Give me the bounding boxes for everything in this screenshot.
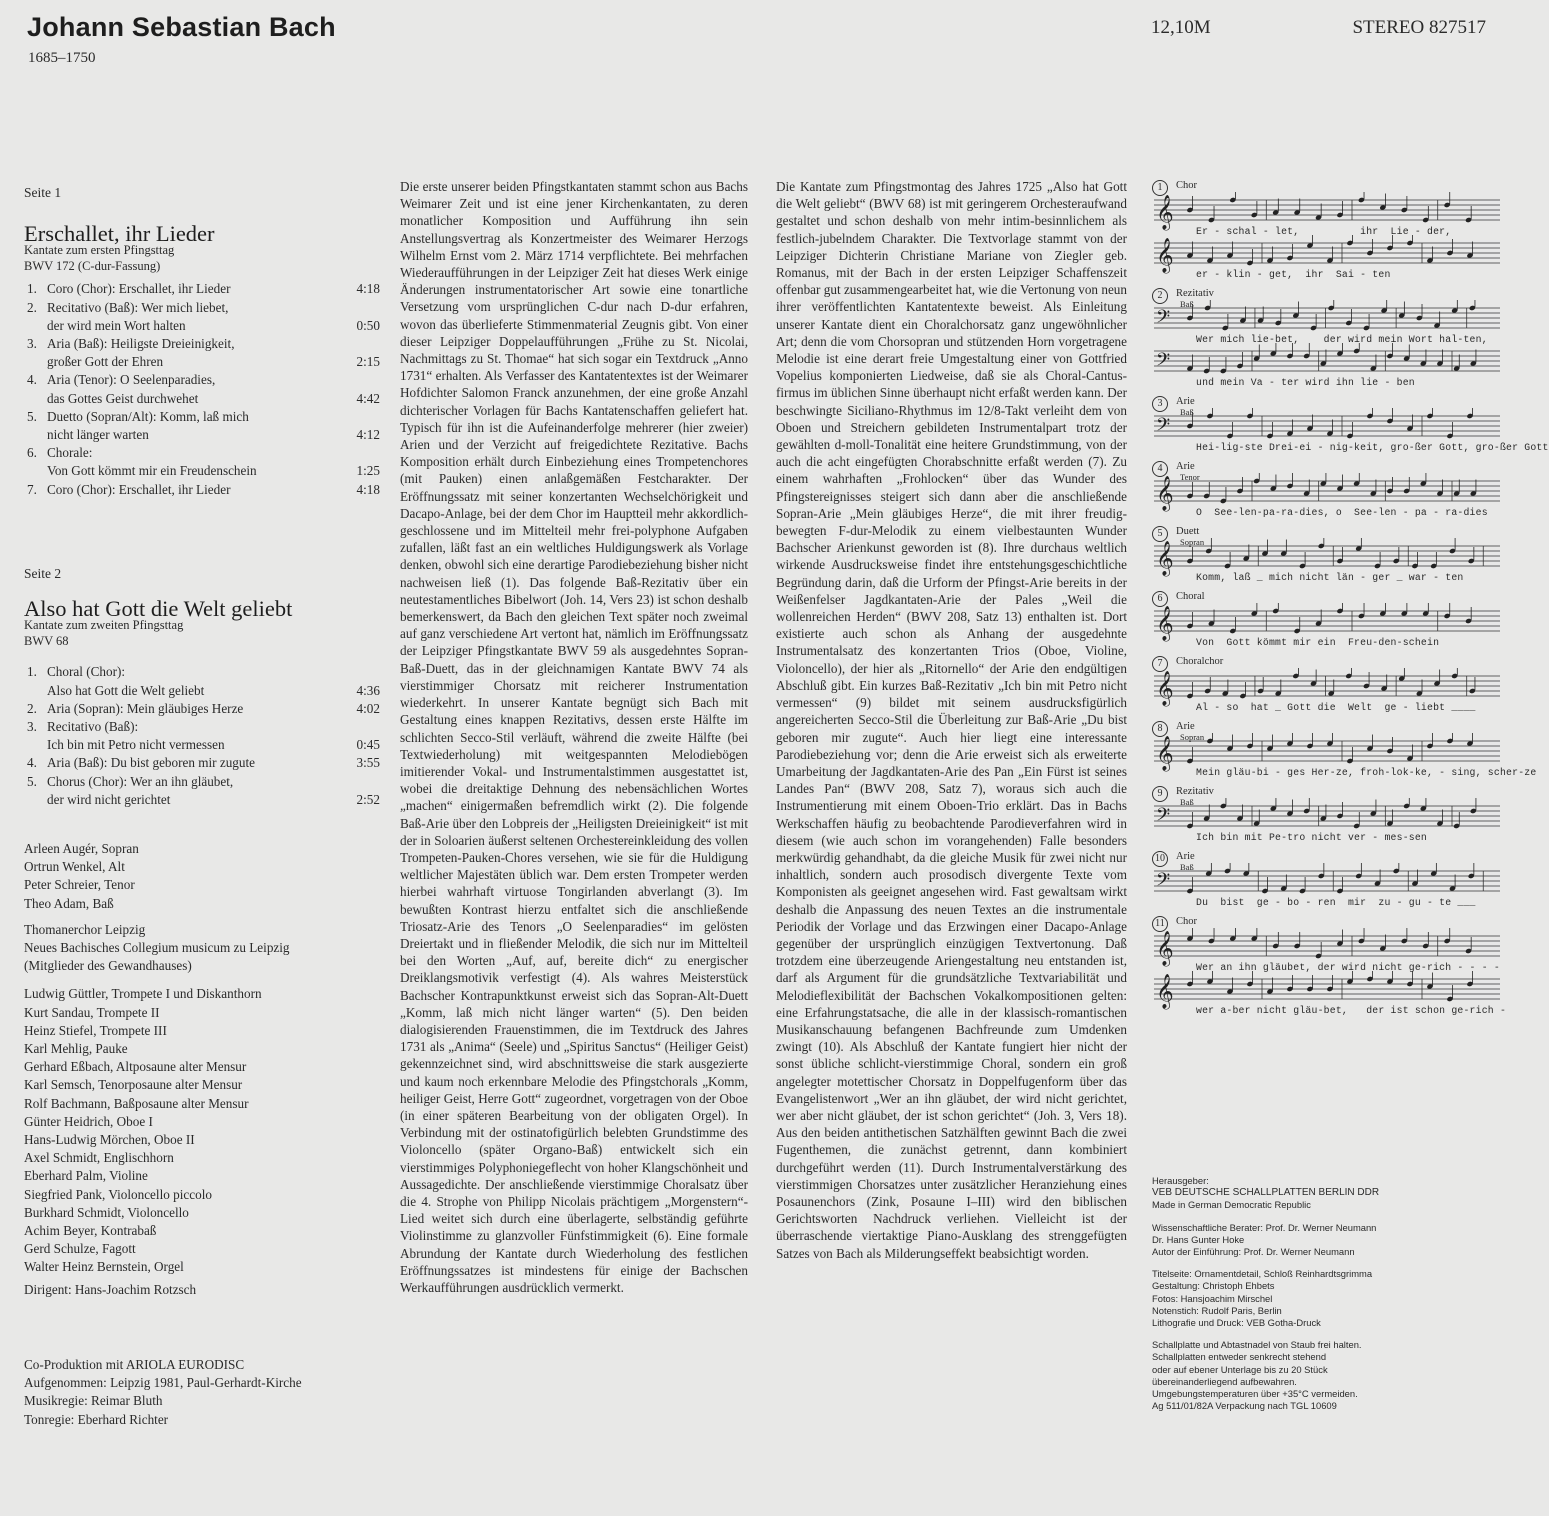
track-duration: 4:18 bbox=[356, 481, 380, 497]
track-title bbox=[47, 773, 334, 809]
track-title-line: Recitativo (Baß): bbox=[47, 719, 139, 735]
example-lyrics: und mein Va - ter wird ihn lie - ben bbox=[1196, 377, 1415, 388]
treble-clef-icon: 𝄞 bbox=[1156, 541, 1174, 576]
music-example-header bbox=[1150, 656, 1504, 670]
music-example-header bbox=[1150, 396, 1504, 417]
track-duration: 0:50 bbox=[356, 317, 380, 333]
composer-name: Johann Sebastian Bach bbox=[27, 12, 336, 42]
example-label: Chor bbox=[1176, 180, 1197, 191]
example-lyrics: Al - so hat _ Gott die Welt ge - liebt ____ bbox=[1196, 702, 1476, 713]
example-number: 8 bbox=[1152, 721, 1168, 737]
treble-clef-icon: 𝄞 bbox=[1156, 476, 1174, 511]
production-credit-line: Fotos: Hansjoachim Mirschel bbox=[1152, 1292, 1273, 1304]
bass-clef-icon: 𝄢 bbox=[1156, 307, 1171, 332]
music-example bbox=[1150, 180, 1504, 280]
catalog-number: STEREO 827517 bbox=[1352, 17, 1486, 38]
example-lyrics: Du bist ge - bo - ren mir zu - gu - te ___ bbox=[1196, 897, 1476, 908]
example-label: Arie bbox=[1176, 461, 1195, 472]
track-item bbox=[24, 444, 380, 480]
track-title-line: Coro (Chor): Erschallet, ihr Lieder bbox=[47, 281, 231, 297]
production-section bbox=[24, 1356, 380, 1429]
ensemble: Neues Bachisches Collegium musicum zu Leipzig bbox=[24, 940, 290, 956]
side2-title: Also hat Gott die Welt geliebt bbox=[24, 596, 293, 622]
example-lyrics: Komm, laß _ mich nicht län - ger _ war - ten bbox=[1196, 572, 1464, 583]
adviser-line: Wissenschaftliche Berater: Prof. Dr. Werner Neumann bbox=[1152, 1221, 1377, 1233]
track-title-line: der wird mein Wort halten bbox=[47, 317, 186, 333]
track-title-line: Chorus (Chor): Wer an ihn gläubet, bbox=[47, 773, 234, 789]
soloist: Peter Schreier, Tenor bbox=[24, 877, 135, 893]
instrumentalist: Kurt Sandau, Trompete II bbox=[24, 1004, 160, 1020]
example-label: Rezitativ bbox=[1176, 786, 1214, 797]
track-duration: 2:15 bbox=[356, 354, 380, 370]
example-voice: Baß bbox=[1180, 797, 1194, 807]
track-title-line: Choral (Chor): bbox=[47, 664, 126, 680]
track-item bbox=[24, 773, 380, 809]
origin: Made in German Democratic Republic bbox=[1152, 1199, 1311, 1211]
side1-label: Seite 1 bbox=[24, 185, 62, 200]
music-example-header bbox=[1150, 591, 1504, 605]
music-examples bbox=[1150, 180, 1549, 1024]
bass-clef-icon: 𝄢 bbox=[1156, 350, 1171, 375]
treble-clef-icon: 𝄞 bbox=[1156, 931, 1174, 966]
track-item bbox=[24, 280, 380, 298]
essay-column-1: Die erste unserer beiden Pfingstkantaten stammt schon aus Bachs Weimarer Zeit und ist eine jener Kirchenkantaten, zu deren monatlicher Komposition und Aufführung ihn sein Anstellungsvertrag als Konzertmeister des Weimarer Herzogs Wilhelm Ernst vom 2. März 1714 verpflichtete. Bei mehrfachen Wiederaufführungen in der Leipziger Zeit hat dieses Werk einige Änderungen instrumentatorischer Art sowie eine tonartliche Versetzung vom ursprünglichen C-dur nach D-dur erfahren, wovon das überlieferte Stimmenmaterial Zeugnis gibt. Von einer dieser Leipziger Doppelaufführungen „Frühe zu St. Nicolai, Nachmittags zu St. Thomae“ hat sich sogar ein Textdruck „Anno 1731“ erhalten. Als Verfasser des Kantatentextes ist der Weimarer Hofdichter Salomon Franck anzunehmen, der eine große Anzahl dichterischer Vorlagen für Bachs Kantatenschaffen geliefert hat. Typisch für ihn ist die Aufeinanderfolge mehrerer (hier zweier) Arien und der Verzicht auf freigedichtete Rezitative. Bachs Komposition erhält durch Einbeziehung eines Trompetenchores (mit Pauken) einen anlaßgemäßen Festcharakter. Der Eröffnungssatz mit seiner konzertanten Wechselchörigkeit und Dacapo-Anlage, bei der dem Chor im Hauptteil mehr akkordlich-geschlossene und im Mittelteil mehr frei-polyphone Aufgaben zufallen, läßt fast an ein weltliches Huldigungswerk als Vorlage denken, obwohl sich eine derartige Parodiebeziehung bisher nicht nachweisen ließ (1). Das folgende Baß-Rezitativ über ein neutestamentliches Bibelwort (Joh. 14, Vers 23) ist schon deshalb bemerkenswert, da Bach den gleichen Text später noch zweimal auf ganz verschiedene Art vertont hat, nämlich im Eröffnungssatz der Leipziger Pfingstkantate BWV 59 als ausgedehntes Sopran-Baß-Duett, das in der gleichnamigen Kantate BWV 74 als vierstimmiger Chorsatz mit reicherer Instrumentation wiederkehrt. In unserer Kantate begnügt sich Bach mit Gestaltung eines knappen Rezitativs, dessen erste Hälfte im schlichten Secco-Stil verläuft, während die zweite Hälfte (bei Textwiederholung) mit weitgespannten Melodiebögen imitierender Vokal- und Instrumentalstimmen ausgestattet ist, wobei die dreitaktige Dehnung des nebensächlichen Wortes „machen“ einigermaßen befremdlich wirkt (2). Die folgende Baß-Arie über den Lobpreis der „Heiligsten Dreieinigkeit“ ist mit der in Soloarien äußerst seltenen Orchestereinkleidung des vollen Trompeten-Pauken-Chores versehen, wie sie für die Huldigung weltlicher Majestäten üblich war. Dem ersten Trompeter werden hierbei wahrhaft virtuose Tongirlanden abverlangt (3). Im bewußten Kontrast hierzu entfaltet sich die anschließende Triosatz-Arie des Tenors „O Seelenparadies“ im gelösten Dreiertakt und in fließender Melodik, die sich nur im Mittelteil bei den Worten „Auf, auf, bereite dich“ zu energischer Dreiklangsmotivik verfestigt (4). Als wahres Meisterstück Bachscher Kontrapunktkunst erweist sich das Sopran-Alt-Duett „Komm, laß mich nicht länger warten“ (5). Den beiden dialogisierenden Frauenstimmen, die im Textdruck des Jahres 1731 als „Anima“ (Seele) und „Spiritus Sanctus“ (Heiliger Geist) gekennzeichnet sind, wird abschnittsweise die stark ausgezierte und kaum noch erkennbare Melodie des Pfingstchorals „Komm, heiliger Geist, Herre Gott“ zugeordnet, vorgetragen von der Oboe (in einer späteren Bearbeitung von der obligaten Orgel). In Verbindung mit der ostinatofigürlich belebten Grundstimme des Violoncello (später Organo-Baß) entwickelt sich ein vierstimmiges Polyphoniegeflecht von hoher Klangschönheit und Aussagedichte. Der anschließende vierstimmige Choralsatz über die 4. Strophe von Philipp Nicolais prächtigem „Morgenstern“-Lied weitet sich durch eine überlagerte, selbständig geführte Violinstimme zu glanzvoller Fünfstimmigkeit (6). Eine formale Abrundung der Kantate durch Wiederholung des festlichen Eröffnungssatzes ist mindestens für einige der Bachschen Werkaufführungen ausdrücklich vermerkt. bbox=[400, 179, 748, 1295]
music-example-header bbox=[1150, 288, 1504, 309]
example-lyrics: Wer mich lie-bet, der wird mein Wort hal-ten, bbox=[1196, 334, 1488, 345]
example-lyrics: O See-len-pa-ra-dies, o See-len - pa - ra-dies bbox=[1196, 507, 1488, 518]
example-number: 11 bbox=[1152, 916, 1168, 932]
instrumentalists-list bbox=[24, 985, 380, 1276]
example-number: 7 bbox=[1152, 656, 1168, 672]
track-title-line: großer Gott der Ehren bbox=[47, 354, 164, 370]
music-example bbox=[1150, 916, 1507, 1016]
track-duration: 2:52 bbox=[356, 791, 380, 807]
instrumentalist: Gerhard Eßbach, Altposaune alter Mensur bbox=[24, 1059, 247, 1075]
track-number: 2. bbox=[27, 299, 37, 315]
track-number: 4. bbox=[27, 755, 37, 771]
example-number: 2 bbox=[1152, 288, 1168, 304]
example-lyrics: Wer an ihn gläubet, der wird nicht ge-rich - - - - bbox=[1196, 962, 1500, 973]
music-staff bbox=[1150, 973, 1502, 1007]
production-line: Aufgenommen: Leipzig 1981, Paul-Gerhardt-Kirche bbox=[24, 1375, 302, 1391]
care-note-line: übereinanderliegend aufbewahren. bbox=[1152, 1375, 1297, 1387]
music-example-header bbox=[1150, 786, 1504, 807]
adviser-line: Dr. Hans Gunter Hoke bbox=[1152, 1233, 1245, 1245]
track-title-line: Von Gott kömmt mir ein Freudenschein bbox=[47, 463, 257, 479]
music-staff bbox=[1150, 345, 1502, 379]
instrumentalist: Gerd Schulze, Fagott bbox=[24, 1241, 136, 1257]
track-title-line: Coro (Chor): Erschallet, ihr Lieder bbox=[47, 481, 231, 497]
performers-section bbox=[24, 840, 380, 1299]
music-example bbox=[1150, 526, 1504, 583]
track-item bbox=[24, 663, 380, 699]
example-voice: Baß bbox=[1180, 407, 1194, 417]
publisher-label: Herausgeber: bbox=[1152, 1175, 1209, 1186]
track-title-line: Recitativo (Baß): Wer mich liebet, bbox=[47, 299, 229, 315]
track-title-line: Duetto (Sopran/Alt): Komm, laß mich bbox=[47, 408, 249, 424]
example-number: 1 bbox=[1152, 180, 1168, 196]
music-example-header bbox=[1150, 526, 1504, 547]
example-number: 4 bbox=[1152, 461, 1168, 477]
instrumentalist: Günter Heidrich, Oboe I bbox=[24, 1113, 153, 1129]
track-number: 1. bbox=[27, 664, 37, 680]
track-number: 6. bbox=[27, 445, 37, 461]
instrumentalist: Siegfried Pank, Violoncello piccolo bbox=[24, 1186, 212, 1202]
music-staff bbox=[1150, 670, 1502, 704]
music-staff bbox=[1150, 302, 1502, 336]
side2-tracklist bbox=[24, 663, 380, 809]
track-title bbox=[47, 700, 334, 718]
side2-subtitle: Kantate zum zweiten Pfingsttag bbox=[24, 618, 184, 633]
track-duration: 4:36 bbox=[356, 682, 380, 698]
track-duration: 3:55 bbox=[356, 755, 380, 771]
instrumentalist: Rolf Bachmann, Baßposaune alter Mensur bbox=[24, 1095, 249, 1111]
music-example bbox=[1150, 656, 1504, 713]
ensembles-list bbox=[24, 921, 380, 976]
publisher: VEB DEUTSCHE SCHALLPLATTEN BERLIN DDR bbox=[1152, 1187, 1380, 1199]
track-title bbox=[47, 408, 334, 444]
track-title-line: nicht länger warten bbox=[47, 427, 149, 443]
side2-label: Seite 2 bbox=[24, 566, 62, 581]
example-label: Chor bbox=[1176, 916, 1197, 927]
instrumentalist: Hans-Ludwig Mörchen, Oboe II bbox=[24, 1132, 195, 1148]
track-number: 5. bbox=[27, 408, 37, 424]
instrumentalist: Eberhard Palm, Violine bbox=[24, 1168, 148, 1184]
instrumentalist: Achim Beyer, Kontrabaß bbox=[24, 1223, 157, 1239]
example-lyrics: Mein gläu-bi - ges Her-ze, froh-lok-ke, - sing, scher-ze bbox=[1196, 767, 1537, 778]
track-item bbox=[24, 718, 380, 754]
instrumentalist: Karl Semsch, Tenorposaune alter Mensur bbox=[24, 1077, 243, 1093]
example-lyrics: Hei-lig-ste Drei-ei - nig-keit, gro-ßer Gott, gro-ßer Gott bbox=[1196, 442, 1549, 453]
track-duration: 0:45 bbox=[356, 737, 380, 753]
treble-clef-icon: 𝄞 bbox=[1156, 671, 1174, 706]
treble-clef-icon: 𝄞 bbox=[1156, 736, 1174, 771]
music-example bbox=[1150, 851, 1504, 908]
side1-title: Erschallet, ihr Lieder bbox=[24, 221, 215, 247]
music-example-header bbox=[1150, 851, 1504, 872]
track-title bbox=[47, 754, 334, 772]
music-example bbox=[1150, 721, 1537, 778]
example-number: 5 bbox=[1152, 526, 1168, 542]
music-example-header bbox=[1150, 916, 1504, 930]
track-title bbox=[47, 663, 334, 699]
track-title bbox=[47, 718, 334, 754]
side1-section bbox=[24, 184, 380, 499]
bass-clef-icon: 𝄢 bbox=[1156, 415, 1171, 440]
example-lyrics: wer a-ber nicht gläu-bet, der ist schon ge-rich - bbox=[1196, 1005, 1507, 1016]
example-number: 3 bbox=[1152, 396, 1168, 412]
track-title-line: Aria (Baß): Heiligste Dreieinigkeit, bbox=[47, 336, 235, 352]
example-voice: Sopran bbox=[1180, 537, 1205, 547]
track-duration: 4:18 bbox=[356, 281, 380, 297]
essay-column-2: Die Kantate zum Pfingstmontag des Jahres 1725 „Also hat Gott die Welt geliebt“ (BWV 68) ist mit geringerem Orchesteraufwand gestaltet und schon deshalb von mehr intim-besinnlichem als festlich-jubelndem Charakter. Die Textvorlage stammt von der Leipziger Dichterin Christiane Mariane von Ziegler geb. Romanus, mit der Bach in der ersten Leipziger Schaffenszeit offenbar gut zusammengearbeitet hat, wie die Vertonung von neun ihrer veröffentlichten Kantatentexte beweist. Als Einleitung unserer Kantate dient ein Choralchorsatz ganz ungewöhnlicher Art; denn die vom Chorsopran und stützenden Horn vorgetragene Melodie ist eine derart freie Umgestaltung einer von Gottfried Vopelius komponierten Liedweise, daß sie als Choral-Cantus-firmus im üblichen Sinne überhaupt nicht erfaßt werden kann. Der beschwingte Siciliano-Rhythmus im 12/8-Takt verleiht dem von Oboen und Streichern gebildeten Instrumentalpart trotz der gewählten d-moll-Tonalität eine heitere Grundstimmung, von der auch die acht eingefügten Chorabschnitte erfaßt werden (7). Zu einem wahrhaften „Frohlocken“ über das Wunder des Pfingstereignisses steigert sich dann aber die anschließende Sopran-Arie „Mein gläubiges Herze“, die mit ihrer freudig-bewegten F-dur-Melodik zu einem vielbestaunten Wunder Bachscher Arienkunst geworden ist (8). Ihre durchaus weltlich wirkende Ausdrucksweise findet ihre entstehungsgeschichtliche Begründung darin, daß die Urform der Pfingst-Arie bereits in der Weißenfelser Jagdkantaten-Arie der Pales „Weil die wollenreichen Herden“ (BWV 208, Satz 13) enthalten ist. Dort existierte auch schon als Anhang der ausgedehnte Instrumentalsatz des konzertanten Trios (Oboe, Violine, Violoncello), der hier als „Ritornello“ der Arie den endgültigen Abschluß gibt. Ein kurzes Baß-Rezitativ „Ich bin mit Petro nicht vermessen“ (9) bildet mit seinem ausdrucksfigürlich angereicherten Secco-Stil die Überleitung zur Baß-Arie „Du bist geboren mir zugute“. Auch hier liegt eine interessante Parodiebeziehung vor; denn die Arie erweist sich als erweiterte Umarbeitung der Jagdkantaten-Arie des Pan „Ein Fürst ist seines Landes Pan“ (BWV 208, Satz 7), woraus sich auch die Instrumentierung mit einem Oboen-Trio erklärt. Das in Bachs Werkschaffen häufig zu beobachtende Parodieverfahren wird in diesem (wie auch schon im vorangehenden) Falle besonders merkwürdig gehandhabt, da die gleiche Musik für zwei nicht nur inhaltlich, sondern auch prosodisch divergente Texte vom Komponisten als geeignet angesehen wird. Fast gewaltsam wirkt deshalb die Anpassung des neuen Textes an die instrumentale Periodik der Vorlage und das Erzwingen einer Dacapo-Anlage gegenüber der ursprünglich einzügigen Textvertonung. Daß trotzdem eine überzeugende Ariengestaltung neu entstanden ist, darf als Argument für die grundsätzliche Textvariabilität und Melodieflexibilität der Bachschen Vokalkompositionen gelten: eine Erfahrungstatsache, die alle in der klassisch-romantischen Musikanschauung befangenen Bachfreunde zum Umdenken zwingt (10). Als Abschluß der Kantate fungiert hier nicht der sonst übliche schlicht-vierstimmige Choral, sondern ein groß angelegter motettischer Chorsatz in Doppelfugenform über das Evangelistenwort „Wer an ihn gläubet, der wird nicht gerichtet, wer aber nicht gläubet, der ist schon gerichtet“ (Joh. 3, Vers 18). Aus den beiden antithetischen Satzhälften gewinnt Bach die zwei Fugenthemen, die zunächst getrennt, dann kombiniert durchgeführt werden (11). Durch Instrumentalverstärkung des vierstimmigen Chorsatzes unter zusätzlicher Heranziehung eines Posaunenchors (Zink, Posaune I–III) wird den biblischen Gerichtsworten Nachdruck verliehen. Vielleicht ist der überraschende viertaktige Piano-Ausklang des strenggefügten Satzes von Bach als Milderungseffekt beabsichtigt worden. bbox=[776, 179, 1127, 1261]
example-number: 10 bbox=[1152, 851, 1168, 867]
track-number: 2. bbox=[27, 700, 37, 716]
ensemble: Thomanerchor Leipzig bbox=[24, 921, 146, 937]
track-number: 1. bbox=[27, 281, 37, 297]
production-credits-list bbox=[1152, 1268, 1502, 1329]
music-example-header bbox=[1150, 461, 1504, 482]
example-voice: Sopran bbox=[1180, 732, 1205, 742]
side2-bwv: BWV 68 bbox=[24, 633, 69, 648]
soloist: Arleen Augér, Sopran bbox=[24, 841, 139, 856]
care-note-line: Schallplatte und Abtastnadel von Staub frei halten. bbox=[1152, 1339, 1362, 1351]
track-item bbox=[24, 754, 380, 772]
track-title bbox=[47, 481, 334, 499]
track-item bbox=[24, 408, 380, 444]
soloists-list bbox=[24, 840, 380, 913]
music-example bbox=[1150, 461, 1504, 518]
track-item bbox=[24, 335, 380, 371]
example-lyrics: er - klin - get, ihr Sai - ten bbox=[1196, 269, 1391, 280]
example-voice: Baß bbox=[1180, 299, 1194, 309]
care-note-line: Umgebungstemperaturen über +35°C vermeiden. bbox=[1152, 1388, 1358, 1400]
music-staff bbox=[1150, 475, 1502, 509]
example-voice: Baß bbox=[1180, 862, 1194, 872]
instrumentalist: Walter Heinz Bernstein, Orgel bbox=[24, 1259, 184, 1275]
track-title bbox=[47, 280, 334, 298]
production-line: Tonregie: Eberhard Richter bbox=[24, 1411, 169, 1427]
composer-dates: 1685–1750 bbox=[28, 50, 96, 66]
track-duration: 4:02 bbox=[356, 700, 380, 716]
production-credit-line: Gestaltung: Christoph Ehbets bbox=[1152, 1280, 1275, 1292]
production-line: Co-Produktion mit ARIOLA EURODISC bbox=[24, 1357, 245, 1372]
track-title bbox=[47, 299, 334, 335]
production-line: Musikregie: Reimar Bluth bbox=[24, 1393, 163, 1409]
track-number: 3. bbox=[27, 336, 37, 352]
track-title-line: Ich bin mit Petro nicht vermessen bbox=[47, 737, 225, 753]
music-example bbox=[1150, 786, 1504, 843]
side1-bwv: BWV 172 (C-dur-Fassung) bbox=[24, 258, 161, 273]
example-number: 6 bbox=[1152, 591, 1168, 607]
production-list bbox=[24, 1356, 380, 1429]
price: 12,10M bbox=[1151, 17, 1211, 38]
music-example-header bbox=[1150, 180, 1504, 194]
music-staff bbox=[1150, 410, 1502, 444]
track-duration: 4:12 bbox=[356, 427, 380, 443]
side1-subtitle: Kantate zum ersten Pfingsttag bbox=[24, 243, 175, 258]
example-lyrics: Ich bin mit Pe-tro nicht ver - mes-sen bbox=[1196, 832, 1428, 843]
example-label: Choralchor bbox=[1176, 656, 1224, 667]
track-item bbox=[24, 371, 380, 407]
track-title bbox=[47, 444, 334, 480]
example-voice: Tenor bbox=[1180, 472, 1200, 482]
example-label: Arie bbox=[1176, 396, 1195, 407]
music-staff bbox=[1150, 930, 1502, 964]
adviser-line: Autor der Einführung: Prof. Dr. Werner Neumann bbox=[1152, 1246, 1355, 1258]
example-number: 9 bbox=[1152, 786, 1168, 802]
ensemble: (Mitglieder des Gewandhauses) bbox=[24, 958, 192, 974]
music-example bbox=[1150, 396, 1549, 453]
treble-clef-icon: 𝄞 bbox=[1156, 974, 1174, 1009]
instrumentalist: Burkhard Schmidt, Violoncello bbox=[24, 1204, 189, 1220]
care-note-line: Schallplatten entweder senkrecht stehend bbox=[1152, 1351, 1327, 1363]
care-note-line: oder auf ebener Unterlage bis zu 20 Stück bbox=[1152, 1363, 1328, 1375]
track-title-line: Also hat Gott die Welt geliebt bbox=[47, 682, 205, 698]
music-staff bbox=[1150, 865, 1502, 899]
example-label: Arie bbox=[1176, 721, 1195, 732]
side2-section bbox=[24, 565, 380, 809]
production-credit-line: Lithografie und Druck: VEB Gotha-Druck bbox=[1152, 1317, 1321, 1329]
example-label: Choral bbox=[1176, 591, 1205, 602]
instrumentalist: Heinz Stiefel, Trompete III bbox=[24, 1022, 167, 1038]
example-lyrics: Er - schal - let, ihr Lie - der, bbox=[1196, 226, 1452, 237]
care-note-line: Ag 511/01/82A Verpackung nach TGL 10609 bbox=[1152, 1400, 1337, 1412]
bass-clef-icon: 𝄢 bbox=[1156, 870, 1171, 895]
track-title-line: Chorale: bbox=[47, 445, 93, 461]
music-example bbox=[1150, 591, 1504, 648]
music-staff bbox=[1150, 194, 1502, 228]
track-duration: 4:42 bbox=[356, 390, 380, 406]
track-title bbox=[47, 371, 334, 407]
music-staff bbox=[1150, 605, 1502, 639]
treble-clef-icon: 𝄞 bbox=[1156, 195, 1174, 230]
care-notes-list bbox=[1152, 1339, 1502, 1412]
track-title-line: Aria (Baß): Du bist geboren mir zugute bbox=[47, 755, 256, 771]
production-credit-line: Notenstich: Rudolf Paris, Berlin bbox=[1152, 1304, 1282, 1316]
track-item bbox=[24, 481, 380, 499]
soloist: Ortrun Wenkel, Alt bbox=[24, 859, 125, 875]
side1-tracklist bbox=[24, 280, 380, 498]
example-label: Duett bbox=[1176, 526, 1200, 537]
music-example-header bbox=[1150, 721, 1504, 742]
track-title-line: das Gottes Geist durchwehet bbox=[47, 390, 199, 406]
track-title-line: Aria (Tenor): O Seelenparadies, bbox=[47, 372, 216, 388]
conductor: Dirigent: Hans-Joachim Rotzsch bbox=[24, 1281, 197, 1297]
track-number: 5. bbox=[27, 773, 37, 789]
credits-section bbox=[1152, 1175, 1502, 1422]
music-example bbox=[1150, 288, 1504, 388]
instrumentalist: Ludwig Güttler, Trompete I und Diskanthorn bbox=[24, 986, 262, 1002]
music-staff bbox=[1150, 237, 1502, 271]
track-title bbox=[47, 335, 334, 371]
track-title-line: Aria (Sopran): Mein gläubiges Herze bbox=[47, 700, 244, 716]
example-label: Arie bbox=[1176, 851, 1195, 862]
treble-clef-icon: 𝄞 bbox=[1156, 606, 1174, 641]
track-duration: 1:25 bbox=[356, 463, 380, 479]
instrumentalist: Axel Schmidt, Englischhorn bbox=[24, 1150, 174, 1166]
example-lyrics: Von Gott kömmt mir ein Freu-den-schein bbox=[1196, 637, 1440, 648]
advisers-list bbox=[1152, 1222, 1502, 1259]
track-item bbox=[24, 299, 380, 335]
track-number: 3. bbox=[27, 719, 37, 735]
example-label: Rezitativ bbox=[1176, 288, 1214, 299]
track-number: 4. bbox=[27, 372, 37, 388]
track-item bbox=[24, 700, 380, 718]
instrumentalist: Karl Mehlig, Pauke bbox=[24, 1041, 128, 1057]
production-credit-line: Titelseite: Ornamentdetail, Schloß Reinhardtsgrimma bbox=[1152, 1268, 1373, 1280]
track-number: 7. bbox=[27, 481, 37, 497]
treble-clef-icon: 𝄞 bbox=[1156, 238, 1174, 273]
track-title-line: der wird nicht gerichtet bbox=[47, 791, 171, 807]
soloist: Theo Adam, Baß bbox=[24, 895, 114, 911]
bass-clef-icon: 𝄢 bbox=[1156, 805, 1171, 830]
music-staff bbox=[1150, 800, 1502, 834]
